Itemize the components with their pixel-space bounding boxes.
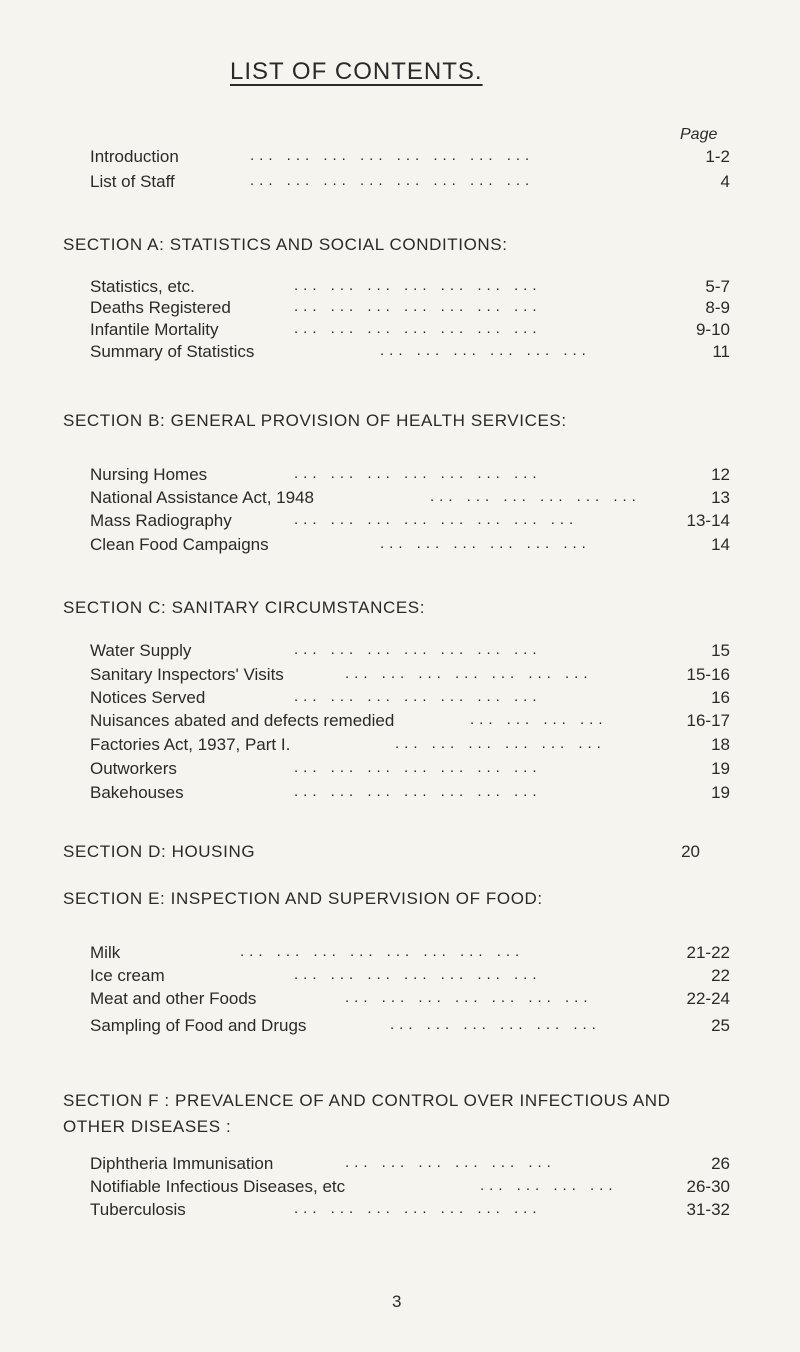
leader-dots: ... ... ... ... ... ... ...	[345, 989, 593, 1006]
leader-dots: ... ... ... ... ... ... ...	[294, 759, 542, 776]
toc-entry-page: 16-17	[686, 711, 730, 730]
toc-entry-page: 16	[711, 688, 730, 707]
leader-dots: ... ... ... ... ... ...	[380, 535, 591, 552]
toc-entry	[90, 1154, 740, 1178]
toc-entry	[90, 535, 740, 559]
toc-entry-page: 13	[711, 488, 730, 507]
leader-dots: ... ... ... ... ... ...	[390, 1016, 601, 1033]
toc-entry	[90, 735, 740, 759]
toc-entry	[90, 147, 740, 171]
toc-entry-label: Introduction	[90, 147, 179, 166]
section-heading: SECTION E: INSPECTION AND SUPERVISION OF FOOD:	[63, 889, 543, 908]
leader-dots: ... ... ... ... ... ...	[345, 1154, 556, 1171]
toc-entry-label: National Assistance Act, 1948	[90, 488, 314, 507]
toc-entry	[90, 711, 740, 735]
toc-entry-label: Mass Radiography	[90, 511, 232, 530]
toc-entry	[90, 342, 740, 366]
toc-entry-label: Notices Served	[90, 688, 206, 707]
leader-dots: ... ... ... ... ... ... ...	[294, 641, 542, 658]
toc-entry-page: 26	[711, 1154, 730, 1173]
leader-dots: ... ... ... ... ... ... ... ...	[240, 943, 525, 960]
leader-dots: ... ... ... ... ... ... ...	[294, 277, 542, 294]
leader-dots: ... ... ... ... ... ... ...	[294, 1200, 542, 1217]
leader-dots: ... ... ... ... ... ... ... ...	[250, 147, 535, 164]
leader-dots: ... ... ... ...	[470, 711, 608, 728]
toc-entry-page: 22	[711, 966, 730, 985]
toc-entry-page: 31-32	[686, 1200, 730, 1219]
leader-dots: ... ... ... ... ... ... ... ...	[250, 172, 535, 189]
toc-entry	[90, 1177, 740, 1201]
toc-entry-page: 15-16	[686, 665, 730, 684]
toc-entry-label: Statistics, etc.	[90, 277, 195, 296]
toc-entry-page: 12	[711, 465, 730, 484]
toc-entry	[90, 172, 740, 196]
toc-entry-page: 18	[711, 735, 730, 754]
toc-entry	[90, 688, 740, 712]
toc-entry-page: 19	[711, 783, 730, 802]
toc-entry-page: 15	[711, 641, 730, 660]
toc-entry-label: Deaths Registered	[90, 298, 231, 317]
toc-entry-label: Tuberculosis	[90, 1200, 186, 1219]
toc-entry-page: 21-22	[686, 943, 730, 962]
toc-entry-label: Infantile Mortality	[90, 320, 219, 339]
toc-entry	[90, 783, 740, 807]
leader-dots: ... ... ... ... ... ... ...	[294, 298, 542, 315]
toc-entry	[90, 943, 740, 967]
toc-entry	[90, 465, 740, 489]
toc-entry	[90, 989, 740, 1013]
toc-entry	[90, 320, 740, 344]
toc-entry	[90, 759, 740, 783]
leader-dots: ... ... ... ... ... ... ...	[294, 320, 542, 337]
section-heading: SECTION A: STATISTICS AND SOCIAL CONDITIONS:	[63, 235, 508, 254]
toc-entry	[90, 665, 740, 689]
toc-entry-page: 4	[720, 172, 730, 191]
toc-entry-page: 22-24	[686, 989, 730, 1008]
toc-entry-page: 14	[711, 535, 730, 554]
toc-entry	[90, 488, 740, 512]
toc-entry-label: Factories Act, 1937, Part I.	[90, 735, 291, 754]
toc-entry-label: Milk	[90, 943, 121, 962]
leader-dots: ... ... ... ... ... ... ...	[294, 688, 542, 705]
toc-entry-page: 25	[711, 1016, 730, 1035]
toc-entry-label: Meat and other Foods	[90, 989, 257, 1008]
toc-entry-label: Sanitary Inspectors' Visits	[90, 665, 284, 684]
section-heading: SECTION F : PREVALENCE OF AND CONTROL OVER INFECTIOUS AND OTHER DISEASES :	[63, 1091, 671, 1136]
toc-entry-label: Outworkers	[90, 759, 177, 778]
toc-entry-page: 13-14	[686, 511, 730, 530]
toc-entry-page: 9-10	[695, 320, 730, 339]
toc-entry-label: Notifiable Infectious Diseases, etc	[90, 1177, 346, 1196]
toc-entry-label: Nuisances abated and defects remedied	[90, 711, 395, 730]
toc-entry-label: Summary of Statistics	[90, 342, 255, 361]
toc-entry-page: 5-7	[705, 277, 730, 296]
page-column-header: Page	[680, 126, 718, 143]
toc-entry-label: Bakehouses	[90, 783, 184, 802]
toc-entry	[90, 966, 740, 990]
toc-entry-page: 11	[712, 342, 730, 361]
toc-entry-page: 1-2	[705, 147, 730, 166]
section-heading: SECTION B: GENERAL PROVISION OF HEALTH SERVICES:	[63, 411, 567, 430]
leader-dots: ... ... ... ... ... ...	[380, 342, 591, 359]
toc-entry	[90, 1200, 740, 1224]
leader-dots: ... ... ... ... ... ...	[395, 735, 606, 752]
section-page: 20	[681, 842, 700, 861]
toc-entry	[90, 511, 740, 535]
page-title: LIST OF CONTENTS.	[230, 58, 483, 85]
leader-dots: ... ... ... ... ... ...	[430, 488, 641, 505]
toc-entry	[90, 298, 740, 322]
toc-entry-label: List of Staff	[90, 172, 175, 191]
toc-entry-label: Sampling of Food and Drugs	[90, 1016, 307, 1035]
toc-entry-page: 19	[711, 759, 730, 778]
toc-entry-label: Water Supply	[90, 641, 192, 660]
page-number: 3	[392, 1292, 402, 1311]
section-heading: SECTION D: HOUSING	[63, 842, 256, 861]
leader-dots: ... ... ... ... ... ... ...	[345, 665, 593, 682]
toc-entry	[90, 1016, 740, 1040]
toc-entry-label: Diphtheria Immunisation	[90, 1154, 274, 1173]
leader-dots: ... ... ... ... ... ... ...	[294, 966, 542, 983]
leader-dots: ... ... ... ...	[480, 1177, 618, 1194]
toc-entry-label: Nursing Homes	[90, 465, 208, 484]
leader-dots: ... ... ... ... ... ... ... ...	[294, 511, 579, 528]
leader-dots: ... ... ... ... ... ... ...	[294, 783, 542, 800]
toc-entry-page: 8-9	[705, 298, 730, 317]
toc-entry-label: Ice cream	[90, 966, 165, 985]
leader-dots: ... ... ... ... ... ... ...	[294, 465, 542, 482]
section-heading: SECTION C: SANITARY CIRCUMSTANCES:	[63, 598, 426, 617]
toc-entry-label: Clean Food Campaigns	[90, 535, 269, 554]
toc-entry-page: 26-30	[686, 1177, 730, 1196]
toc-entry	[90, 641, 740, 665]
